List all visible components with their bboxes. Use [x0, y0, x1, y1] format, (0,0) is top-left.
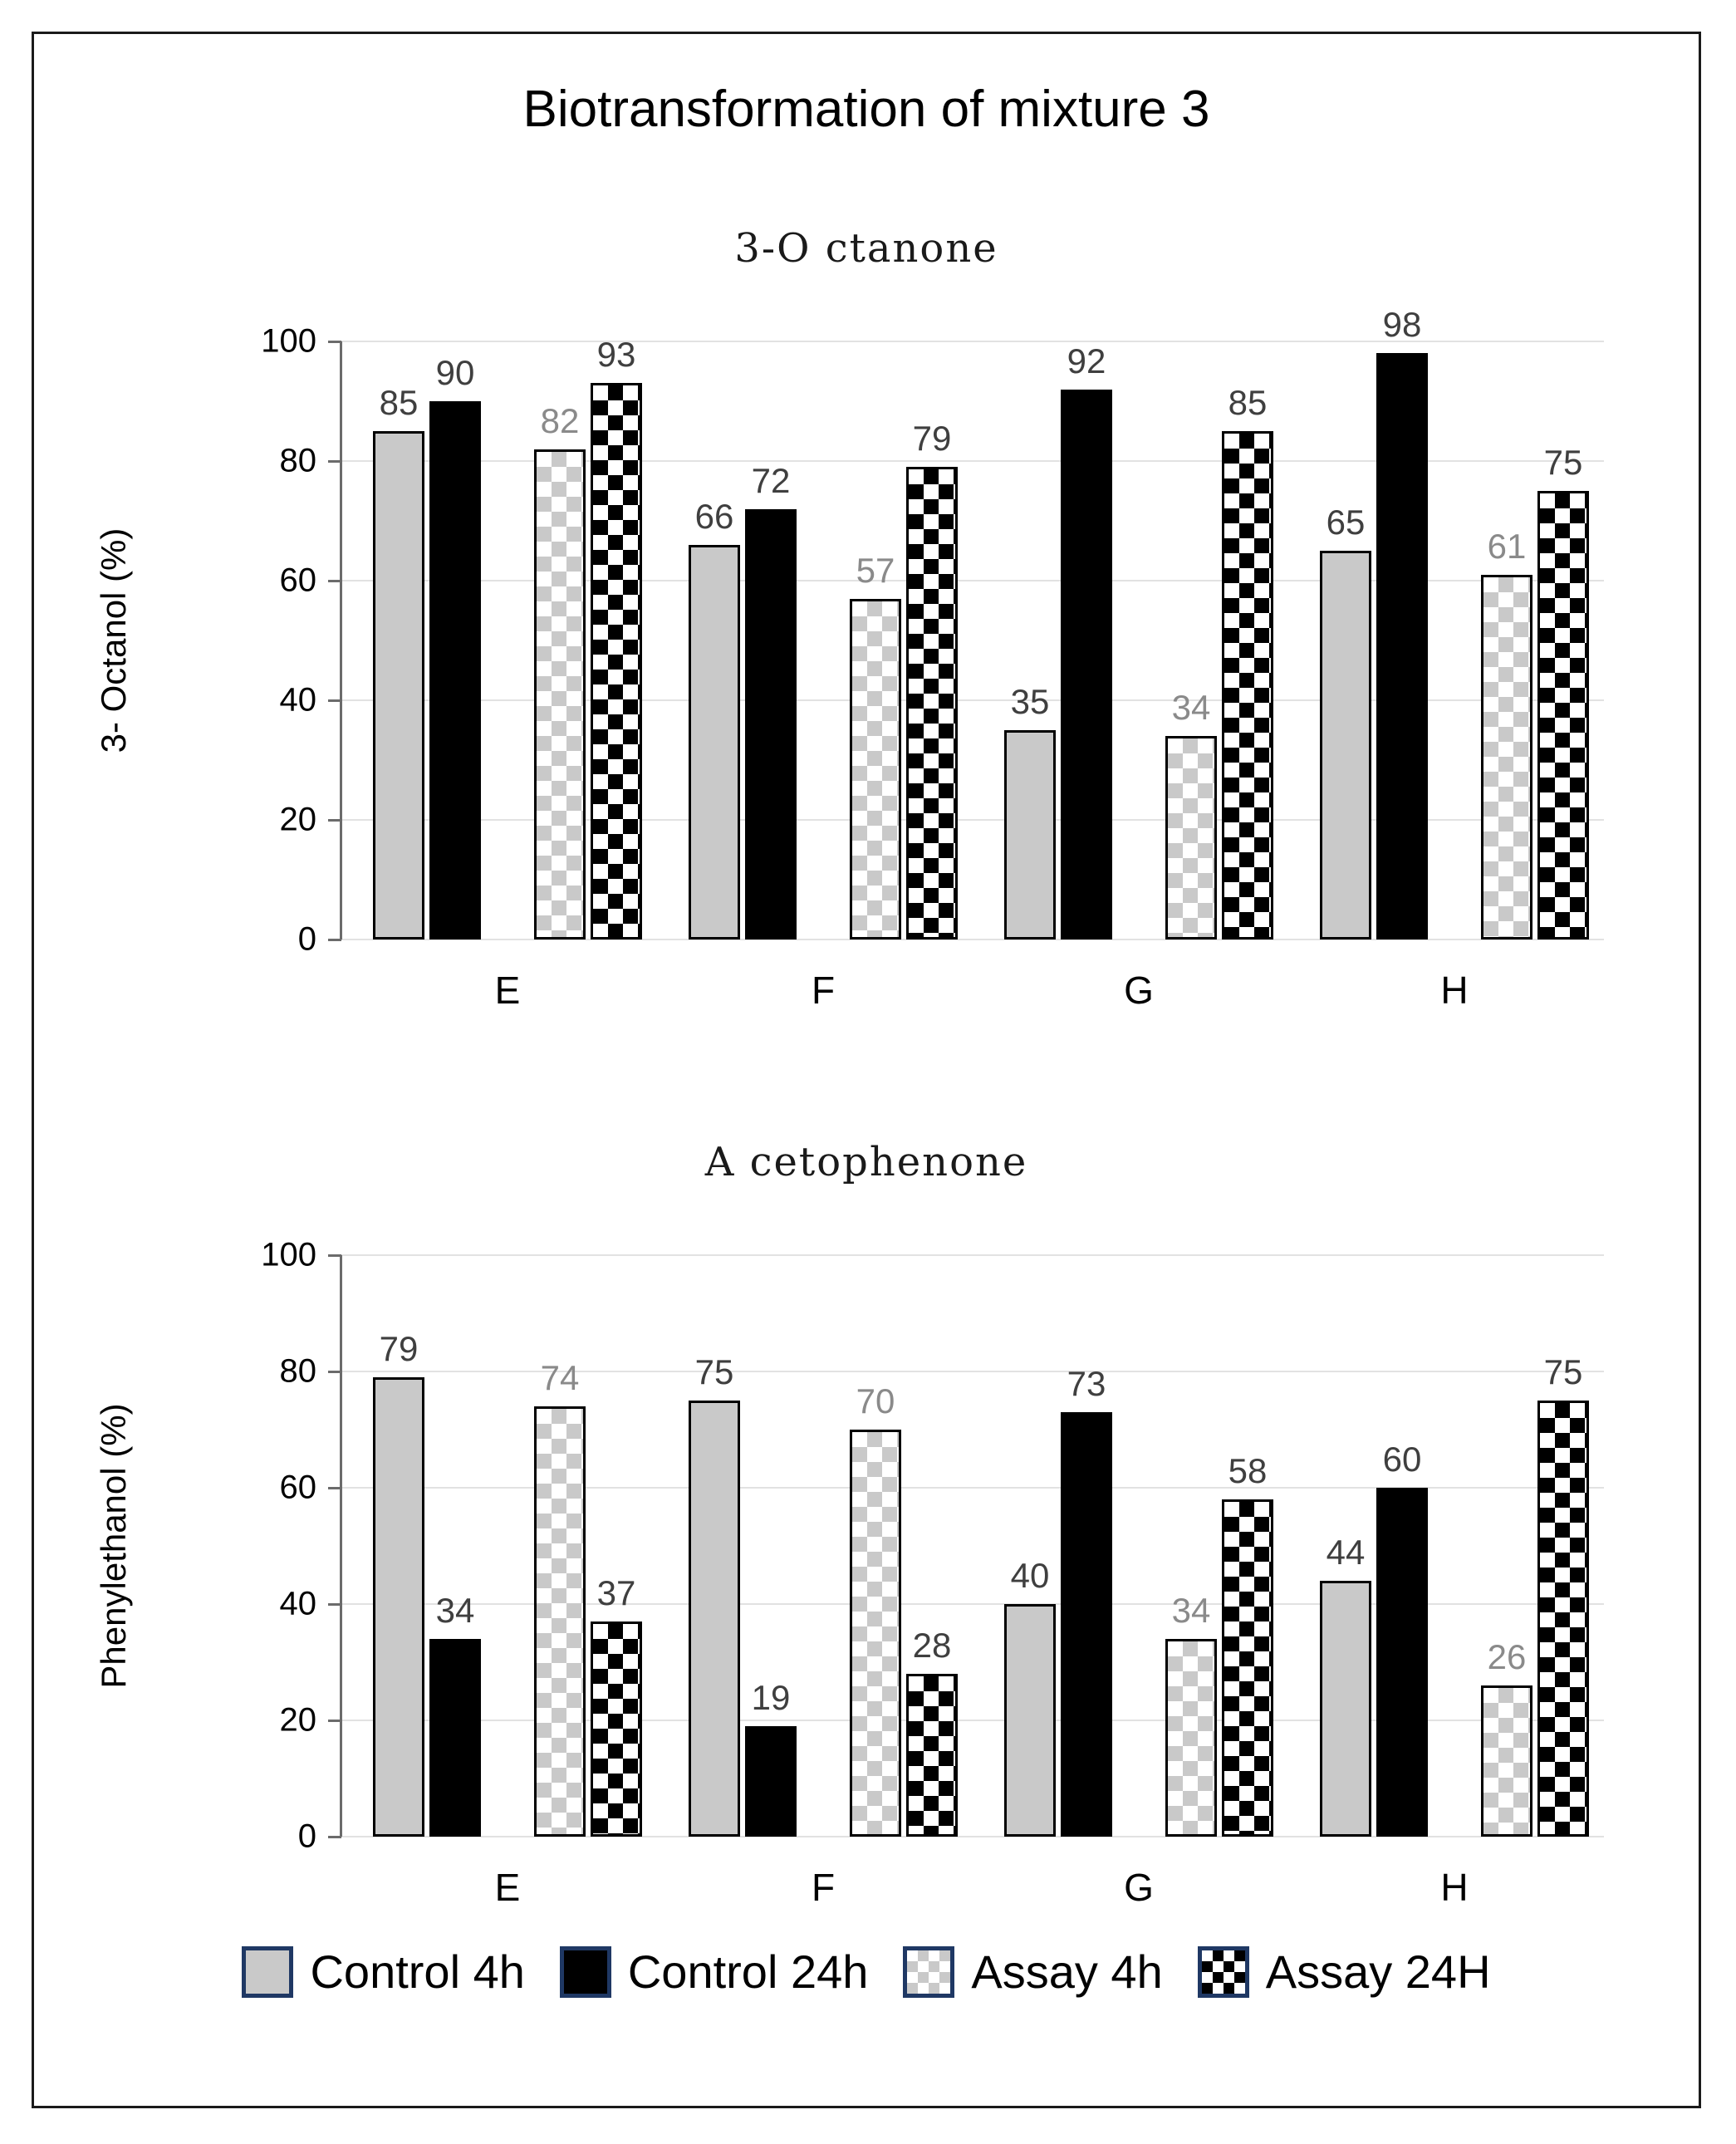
bar-control24-G	[1061, 1412, 1112, 1837]
bar-value-label: 79	[379, 1329, 419, 1368]
bar-control4-E	[373, 431, 424, 940]
bar-assay24-F	[906, 467, 958, 940]
x-axis-category-label: G	[1124, 1866, 1154, 1909]
bar-value-label: 66	[694, 496, 734, 536]
y-axis-tick-label: 60	[279, 562, 316, 599]
y-axis-tick-label: 0	[297, 920, 316, 958]
legend-swatch-assay4	[903, 1946, 954, 1998]
legend-label: Assay 4h	[971, 1945, 1163, 1998]
bar-value-label: 75	[1543, 1352, 1583, 1391]
bar-value-label: 75	[694, 1352, 734, 1391]
bar-value-label: 98	[1382, 305, 1422, 345]
bar-value-label: 79	[912, 419, 952, 459]
x-axis-category-label: H	[1440, 1866, 1469, 1909]
bar-assay24-H	[1537, 1401, 1589, 1837]
bar-control4-G	[1004, 730, 1056, 940]
x-axis-category-label: E	[494, 969, 521, 1012]
bar-assay24-E	[591, 1621, 642, 1837]
bar-value-label: 90	[435, 353, 475, 392]
gridline	[341, 1254, 1604, 1256]
bar-value-label: 61	[1487, 526, 1527, 566]
bar-value-label: 75	[1543, 443, 1583, 482]
y-axis-tick-label: 0	[297, 1818, 316, 1855]
bar-control24-H	[1376, 353, 1428, 940]
bar-assay4-F	[850, 1430, 901, 1837]
bar-value-label: 92	[1067, 341, 1106, 380]
bar-value-label: 34	[1171, 1591, 1211, 1630]
bar-assay4-G	[1165, 736, 1217, 940]
bar-control4-H	[1320, 1581, 1371, 1837]
bar-assay4-E	[534, 449, 586, 940]
chart-legend	[34, 1945, 1699, 1999]
bar-value-label: 72	[751, 460, 791, 500]
bar-control4-H	[1320, 551, 1371, 940]
bar-value-label: 19	[751, 1678, 791, 1717]
x-axis-category-label: F	[811, 969, 836, 1012]
y-axis-tick-label: 100	[261, 1236, 316, 1273]
bar-value-label: 85	[379, 383, 419, 422]
bar-value-label: 57	[856, 550, 895, 590]
bar-control24-H	[1376, 1488, 1428, 1837]
figure-title: Biotransformation of mixture 3	[522, 81, 1210, 138]
bar-value-label: 35	[1010, 682, 1050, 721]
y-axis-tick-label: 60	[279, 1469, 316, 1506]
bar-control24-F	[745, 1726, 797, 1837]
y-axis-tick-label: 20	[279, 1701, 316, 1739]
panel-title-acetophenone: A cetophenone	[704, 1139, 1028, 1185]
bar-control24-F	[745, 509, 797, 940]
bar-assay24-E	[591, 383, 642, 940]
legend-label: Assay 24H	[1265, 1945, 1491, 1998]
bar-value-label: 60	[1382, 1440, 1422, 1479]
x-axis-category-label: E	[494, 1866, 521, 1909]
bar-value-label: 85	[1228, 383, 1268, 422]
y-axis-title: 3- Octanol (%)	[94, 527, 133, 753]
plot-area-acetophenone	[94, 1236, 1604, 1909]
bar-assay24-H	[1537, 491, 1589, 940]
bar-value-label: 37	[596, 1573, 636, 1612]
bar-value-label: 73	[1067, 1364, 1106, 1403]
legend-swatch-assay24	[1198, 1946, 1249, 1998]
chart-panel-acetophenone	[34, 1139, 1699, 1909]
y-axis-line	[340, 1255, 342, 1837]
bar-value-label: 93	[596, 335, 636, 375]
legend-swatch-control24	[560, 1946, 611, 1998]
bar-assay24-G	[1222, 1499, 1273, 1837]
bar-control24-E	[429, 1639, 481, 1837]
x-axis-category-label: G	[1124, 969, 1154, 1012]
plot-area-octanone	[94, 305, 1604, 1012]
bar-value-label: 34	[435, 1591, 475, 1630]
bar-assay24-F	[906, 1674, 958, 1837]
bar-value-label: 26	[1487, 1637, 1527, 1676]
bar-assay4-F	[850, 599, 901, 940]
y-axis-tick-label: 80	[279, 442, 316, 479]
legend-item-assay4[interactable]	[903, 1945, 1162, 1999]
gridline	[341, 1371, 1604, 1372]
bar-value-label: 34	[1171, 688, 1211, 728]
bar-value-label: 74	[540, 1358, 580, 1397]
x-axis-category-label: H	[1440, 969, 1469, 1012]
y-axis-title: Phenylethanol (%)	[94, 1403, 133, 1689]
y-axis-tick-label: 40	[279, 1585, 316, 1622]
bar-assay4-H	[1481, 1685, 1532, 1837]
bar-control4-F	[689, 1401, 740, 1837]
bar-value-label: 70	[856, 1381, 895, 1420]
bar-assay4-E	[534, 1406, 586, 1837]
y-axis-tick-label: 40	[279, 681, 316, 719]
bar-control24-G	[1061, 390, 1112, 940]
bar-value-label: 28	[912, 1626, 952, 1665]
legend-label: Control 4h	[310, 1945, 525, 1998]
y-axis-tick-label: 80	[279, 1352, 316, 1390]
y-axis-line	[340, 341, 342, 940]
chart-panel-octanone	[34, 225, 1699, 1012]
bar-control4-E	[373, 1377, 424, 1837]
bar-control4-F	[689, 545, 740, 940]
bar-value-label: 40	[1010, 1556, 1050, 1595]
bar-assay4-H	[1481, 575, 1532, 940]
y-axis-tick-label: 100	[261, 322, 316, 360]
panel-title-octanone: 3-O ctanone	[734, 225, 998, 272]
bar-value-label: 65	[1326, 503, 1366, 542]
bar-assay4-G	[1165, 1639, 1217, 1837]
bar-assay24-G	[1222, 431, 1273, 940]
bar-value-label: 82	[540, 400, 580, 440]
bar-control24-E	[429, 401, 481, 940]
legend-swatch-control4	[242, 1946, 293, 1998]
legend-item-control24[interactable]	[560, 1945, 869, 1999]
legend-item-control4[interactable]	[242, 1945, 524, 1999]
y-axis-tick-label: 20	[279, 801, 316, 838]
bar-value-label: 44	[1326, 1533, 1366, 1572]
x-axis-category-label: F	[811, 1866, 836, 1909]
legend-label: Control 24h	[627, 1945, 869, 1998]
bar-value-label: 58	[1228, 1451, 1268, 1490]
figure-frame	[32, 32, 1701, 2108]
legend-item-assay24[interactable]	[1198, 1945, 1491, 1999]
bar-control4-G	[1004, 1604, 1056, 1837]
